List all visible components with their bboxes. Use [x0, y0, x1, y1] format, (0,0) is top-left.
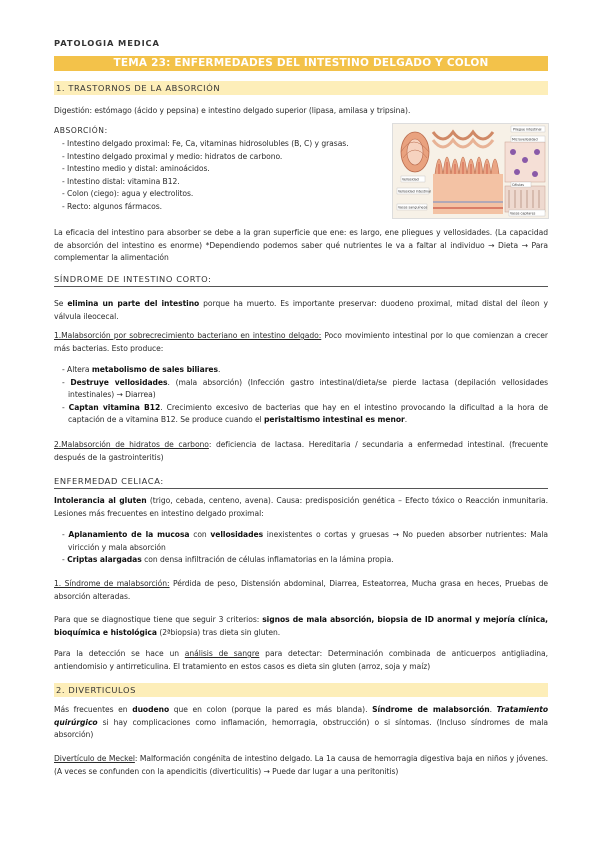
section-heading-sindrome: SÍNDROME DE INTESTINO CORTO:	[54, 274, 548, 287]
eficacia-paragraph: La eficacia del intestino para absorber se debe a la gran superficie que ene: es largo, ene pliegues y vellosidades. (La capacidad de absorción del intestino es enorme) *Dependiendo podemos saber qué nutrientes le va a faltar al individuo → Dieta → Para complementar la alimentación	[54, 228, 548, 263]
meckel-paragraph: Divertículo de Meckel: Malformación congénita de intestino delgado. La 1a causa de hemorragia digestiva baja en niños y jóvenes. (A veces se confunden con la apendicitis (diverticulitis) → Puede dar lugar a una peritonitis)	[54, 754, 548, 776]
diverticulos-paragraph: Más frecuentes en duodeno que en colon (porque la pared es más blanda). Síndrome de malabsorción. Tratamiento quirúrgico si hay complicaciones como inflamación, hemorragia, obstrucción) o si síntomas. (Incluso síndromes de mala absorción)	[54, 705, 548, 740]
malabsorcion-1-paragraph: 1.Malabsorción por sobrecrecimiento bacteriano en intestino delgado: Poco movimiento intestinal por lo que comienzan a crecer más bacterias. Esto produce:	[54, 331, 548, 353]
figure-label: Microvellosidad	[512, 137, 538, 142]
list-item: - Aplanamiento de la mucosa con vellosidades inexistentes o cortas y gruesas → No pueden absorber nutrientes: Mala viricción y mala absorción	[62, 530, 548, 552]
list-item: - Criptas alargadas con densa infiltración de células inflamatorias en la lámina propia.	[62, 555, 394, 565]
malabsorcion-2-paragraph: 2.Malabsorción de hidratos de carbono: deficiencia de lactasa. Hereditaria / secundaria a enfermedad intestinal. (frecuente después de la gastrointeritis)	[54, 440, 548, 462]
figure-label: Vasos sanguíneos	[398, 205, 428, 210]
figure-label: Pliegue intestinal	[513, 127, 542, 132]
figure-label: Vellosidad intestinal	[398, 189, 432, 194]
section-heading-diverticulos: 2. DIVERTICULOS	[54, 683, 548, 697]
sindrome-paragraph: Se elimina un parte del intestino porque ha muerto. Es importante preservar: duodeno proximal, mitad distal del íleon y válvula ileocecal.	[54, 299, 548, 321]
sindrome-malabsorcion-paragraph: 1. Síndrome de malabsorción: Pérdida de peso, Distensión abdominal, Diarrea, Esteatorrea, Mucha grasa en heces, Pruebas de absorción alteradas.	[54, 579, 548, 601]
list-item: - Destruye vellosidades. (mala absorción) (Infección gastro intestinal/dieta/se pierde lactasa (depilación vellosidades intestinales) → Diarrea)	[62, 377, 549, 400]
page-title: TEMA 23: ENFERMEDADES DEL INTESTINO DELGADO Y COLON	[54, 56, 548, 71]
celiaca-list	[62, 529, 548, 567]
section-heading-absorcion: 1. TRASTORNOS DE LA ABSORCIÓN	[54, 81, 548, 95]
intestine-illustration	[392, 123, 549, 219]
list-item: - Intestino medio y distal: aminoácidos.	[62, 164, 210, 174]
celiaca-paragraph: Intolerancia al gluten (trigo, cebada, centeno, avena). Causa: predisposición genética – Efecto tóxico o Reacción inmunitaria. Lesiones más frecuentes en intestino delgado proximal:	[54, 496, 548, 518]
list-item: - Intestino distal: vitamina B12.	[62, 176, 180, 186]
figure-label: Vasos capilares	[510, 211, 536, 216]
list-item: - Captan vitamina B12. Crecimiento excesivo de bacterias que hay en el intestino provocando la dificultad a la hora de captación de a vitamina B12. Se produce cuando el peristaltismo intestinal es menor.	[62, 402, 549, 425]
list-item: - Intestino delgado proximal y medio: hidratos de carbono.	[62, 151, 283, 161]
absorcion-label: ABSORCIÓN:	[54, 126, 108, 135]
absorcion-list	[62, 138, 392, 214]
figure-label: Vellosidad	[402, 177, 419, 182]
course-header: PATOLOGIA MEDICA	[54, 38, 160, 48]
list-item: - Recto: algunos fármacos.	[62, 201, 163, 211]
malabsorcion-1-list	[62, 364, 548, 427]
deteccion-paragraph: Para la detección se hace un análisis de sangre para detectar: Determinación combinada de anticuerpos antigliadina, antiendomisio y antirreticulina. El tratamiento en estos casos es dieta sin gluten (arroz, soja y maíz)	[54, 649, 549, 671]
figure-label: Células	[512, 182, 524, 187]
cells-drawing	[505, 142, 545, 212]
diagnostico-paragraph: Para que se diagnostique tiene que seguir 3 criterios: signos de mala absorción, biopsia de ID anormal y mejoría clínica, bioquímica e histológica (2ªbiopsia) tras dieta sin gluten.	[54, 615, 548, 637]
list-item: - Intestino delgado proximal: Fe, Ca, vitaminas hidrosolubles (B, C) y grasas.	[62, 139, 349, 148]
section-heading-celiaca: ENFERMEDAD CELIACA:	[54, 476, 548, 489]
intestine-tube-drawing	[401, 132, 429, 172]
list-item: - Altera metabolismo de sales biliares.	[62, 365, 221, 374]
list-item: - Colon (ciego): agua y electrolitos.	[62, 189, 194, 199]
digestion-text: Digestión: estómago (ácido y pepsina) e intestino delgado superior (lipasa, amilasa y tripsina).	[54, 106, 411, 115]
